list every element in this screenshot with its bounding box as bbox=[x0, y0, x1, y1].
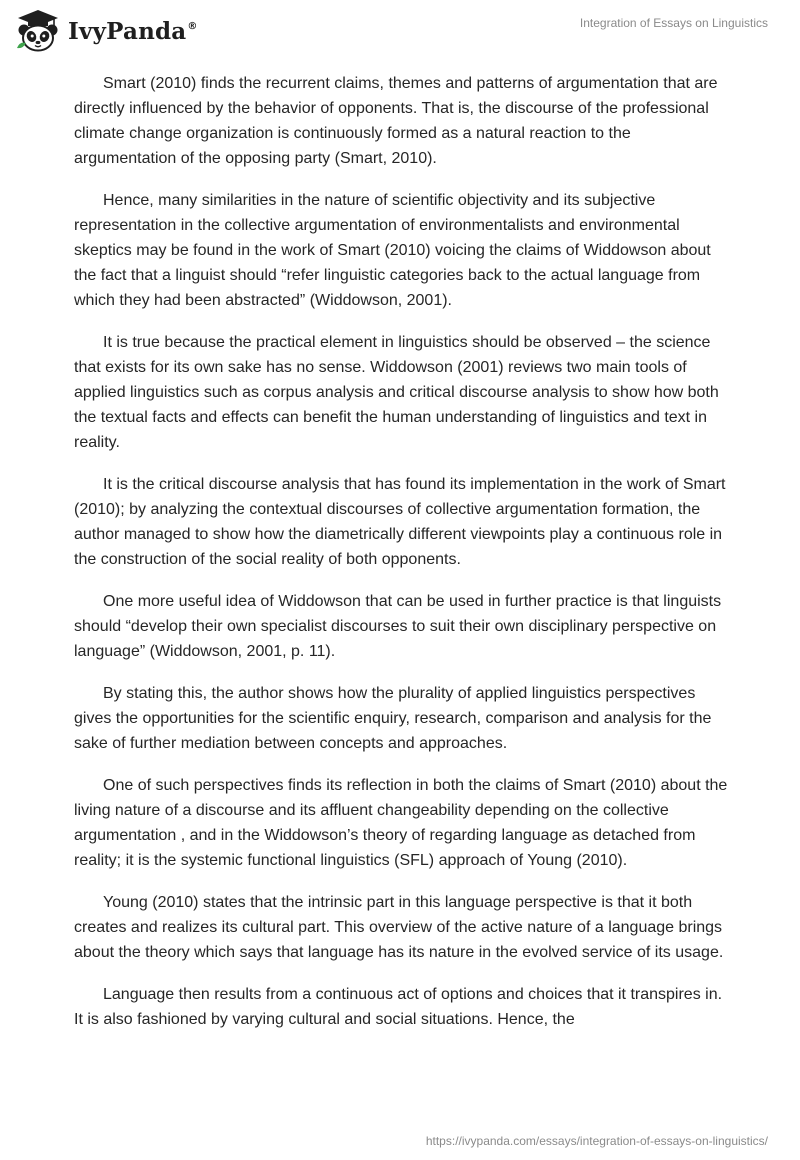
essay-body bbox=[74, 71, 734, 1049]
paragraph: One more useful idea of Widdowson that can be used in further practice is that linguists should “develop their own specialist discourses to suit their own disciplinary perspective on language” (Widdowson, 2001, p. 11). bbox=[74, 593, 722, 660]
panda-graduate-icon bbox=[14, 8, 62, 52]
paragraph: Hence, many similarities in the nature of scientific objectivity and its subjective representation in the collective argumentation of environmentalists and environmental skeptics may be found in the work of Smart (2010) voicing the claims of Widdowson about the fact that a linguist should “refer linguistic categories back to the actual language from which they had been abstracted” (Widdowson, 2001). bbox=[74, 192, 711, 309]
registered-mark: ® bbox=[187, 20, 198, 32]
paragraph: One of such perspectives finds its reflection in both the claims of Smart (2010) about the living nature of a discourse and its affluent changeability depending on the collective argumentation , and in the Widdowson’s theory of regarding language as detached from reality; it is the systemic functional linguistics (SFL) approach of Young (2010). bbox=[74, 777, 728, 869]
paragraph: It is the critical discourse analysis that has found its implementation in the work of Smart (2010); by analyzing the contextual discourses of collective argumentation formation, the author managed to show how the diametrically different viewpoints play a continuous role in the construction of the social reality of both opponents. bbox=[74, 476, 726, 568]
source-url[interactable]: https://ivypanda.com/essays/integration-of-essays-on-linguistics/ bbox=[425, 1134, 768, 1148]
paragraph: Young (2010) states that the intrinsic part in this language perspective is that it both creates and realizes its cultural part. This overview of the active nature of a language brings about the theory which says that language has its nature in the evolved service of its usage. bbox=[74, 894, 724, 961]
paragraph: It is true because the practical element in linguistics should be observed – the science that exists for its own sake has no sense. Widdowson (2001) reviews two main tools of applied linguistics such as corpus analysis and critical discourse analysis to show how both the textual facts and effects can benefit the human understanding of linguistics and text in reality. bbox=[74, 334, 719, 451]
brand-logo[interactable] bbox=[14, 8, 198, 52]
paragraph: Language then results from a continuous act of options and choices that it transpires in. It is also fashioned by varying cultural and social situations. Hence, the bbox=[74, 986, 723, 1028]
page-header bbox=[0, 0, 800, 60]
brand-name: IvyPanda® bbox=[68, 17, 198, 45]
paragraph: Smart (2010) finds the recurrent claims, themes and patterns of argumentation that are directly influenced by the behavior of opponents. That is, the discourse of the professional climate change organization is continuously formed as a natural reaction to the argumentation of the opposing party (Smart, 2010). bbox=[74, 75, 718, 167]
document-title: Integration of Essays on Linguistics bbox=[579, 16, 768, 30]
paragraph: By stating this, the author shows how the plurality of applied linguistics perspectives gives the opportunities for the scientific enquiry, research, comparison and analysis for the sake of further mediation between concepts and approaches. bbox=[74, 685, 712, 752]
